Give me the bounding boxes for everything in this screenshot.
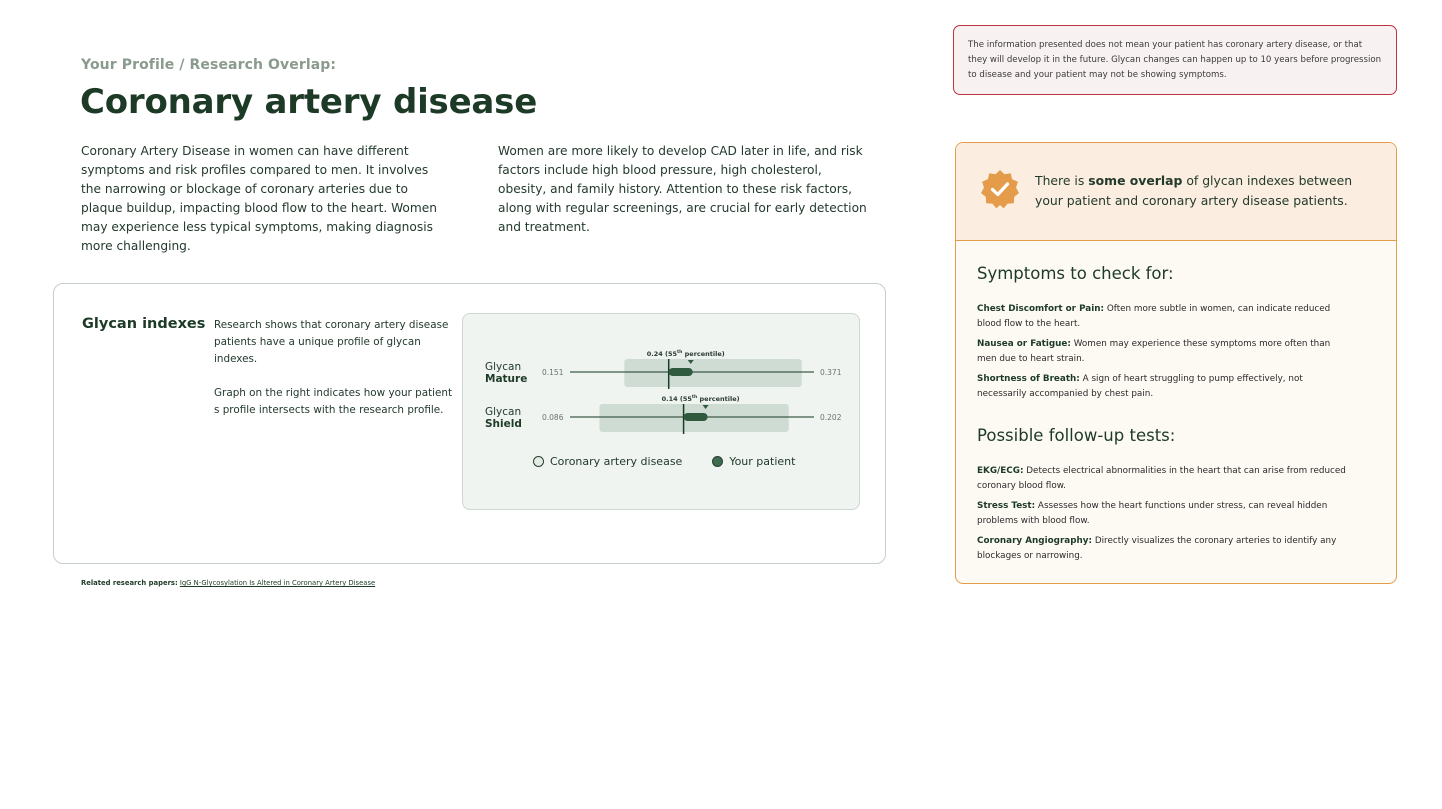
overlap-summary-bold: some overlap xyxy=(1088,173,1183,188)
row-label-bottom: Mature xyxy=(485,373,528,385)
glycan-indexes-heading: Glycan indexes xyxy=(82,316,206,332)
glycan-description xyxy=(214,317,459,419)
disclaimer-box: The information presented does not mean your patient has coronary artery disease, or that they will develop it in the future. Glycan changes can happen up to 10 years before progression to disease and your patient may not be showing symptoms. xyxy=(953,25,1397,95)
patient-value-bar xyxy=(684,413,708,421)
test-text: Assesses how the heart functions under stress, can reveal hidden problems with blood flow. xyxy=(977,501,1328,526)
overlap-header xyxy=(956,143,1396,241)
glycan-range-svg xyxy=(463,314,861,511)
page-title: Coronary artery disease xyxy=(80,82,538,122)
symptom-name: Shortness of Breath: xyxy=(977,374,1080,384)
glycan-description-1: Research shows that coronary artery disease patients have a unique profile of glycan indexes. xyxy=(214,319,449,365)
related-research-link[interactable]: IgG N-Glycosylation Is Altered in Coronary Artery Disease xyxy=(179,579,376,587)
symptom-item xyxy=(977,302,1347,332)
test-name: EKG/ECG: xyxy=(977,466,1024,476)
symptom-text: A sign of heart struggling to pump effectively, not necessarily accompanied by chest pain. xyxy=(977,374,1303,399)
related-research xyxy=(81,579,375,587)
axis-max-label: 0.202 xyxy=(820,413,842,422)
legend-dot-patient xyxy=(712,456,723,467)
test-item xyxy=(977,499,1347,529)
intro-left-text: Coronary Artery Disease in women can have different symptoms and risk profiles compared to men. It involves the narrowing or blockage of coronary arteries due to plaque buildup, impacting blood flow to the heart. Women may experience less typical symptoms, making diagnosis more challenging. xyxy=(81,144,437,253)
overlap-summary-post: of glycan indexes between your patient and coronary artery disease patients. xyxy=(1035,173,1353,208)
test-name: Coronary Angiography: xyxy=(977,536,1093,546)
symptom-item xyxy=(977,337,1347,367)
legend-item-cad xyxy=(533,455,682,468)
patient-value-label: 0.14 (55th percentile) xyxy=(661,395,740,403)
symptoms-list xyxy=(977,302,1347,407)
cad-range-band xyxy=(624,359,801,387)
tests-title: Possible follow-up tests: xyxy=(977,426,1176,445)
row-label-bottom: Shield xyxy=(485,418,522,430)
overlap-panel xyxy=(955,142,1397,584)
patient-value-bar xyxy=(669,368,693,376)
symptom-name: Nausea or Fatigue: xyxy=(977,339,1071,349)
symptom-text: Often more subtle in women, can indicate reduced blood flow to the heart. xyxy=(977,304,1331,329)
axis-min-label: 0.086 xyxy=(542,413,564,422)
row-label-top: Glycan xyxy=(485,406,522,418)
symptom-text: Women may experience these symptoms more often than men due to heart strain. xyxy=(977,339,1331,364)
glycan-range-chart xyxy=(462,313,860,510)
glycan-description-2: Graph on the right indicates how your patient s profile intersects with the research profile. xyxy=(214,387,453,416)
legend-label-patient: Your patient xyxy=(729,455,796,468)
legend-dot-cad xyxy=(533,456,544,467)
legend-label-cad: Coronary artery disease xyxy=(550,455,683,468)
test-item xyxy=(977,534,1347,564)
symptom-name: Chest Discomfort or Pain: xyxy=(977,304,1105,314)
row-label-top: Glycan xyxy=(485,361,522,373)
tests-list xyxy=(977,464,1347,569)
overlap-summary-pre: There is xyxy=(1035,173,1089,188)
glycan-indexes-card xyxy=(53,283,886,564)
intro-right-text: Women are more likely to develop CAD later in life, and risk factors include high blood pressure, high cholesterol, obesity, and family history. Attention to these risk factors, along with regular screenings, are crucial for early detection and treatment. xyxy=(498,144,867,234)
axis-min-label: 0.151 xyxy=(542,368,564,377)
legend-item-patient xyxy=(712,455,795,468)
check-badge-icon xyxy=(980,169,1020,209)
chart-legend xyxy=(533,455,795,468)
test-name: Stress Test: xyxy=(977,501,1036,511)
test-text: Directly visualizes the coronary arteries to identify any blockages or narrowing. xyxy=(977,536,1337,561)
test-text: Detects electrical abnormalities in the heart that can arise from reduced coronary blood flow. xyxy=(977,466,1346,491)
test-item xyxy=(977,464,1347,494)
overlap-summary xyxy=(1035,171,1365,211)
axis-max-label: 0.371 xyxy=(820,368,842,377)
symptom-item xyxy=(977,372,1347,402)
patient-value-label: 0.24 (55th percentile) xyxy=(646,350,725,358)
related-research-label: Related research papers: xyxy=(81,579,178,587)
symptoms-title: Symptoms to check for: xyxy=(977,264,1174,283)
breadcrumb: Your Profile / Research Overlap: xyxy=(81,57,337,73)
